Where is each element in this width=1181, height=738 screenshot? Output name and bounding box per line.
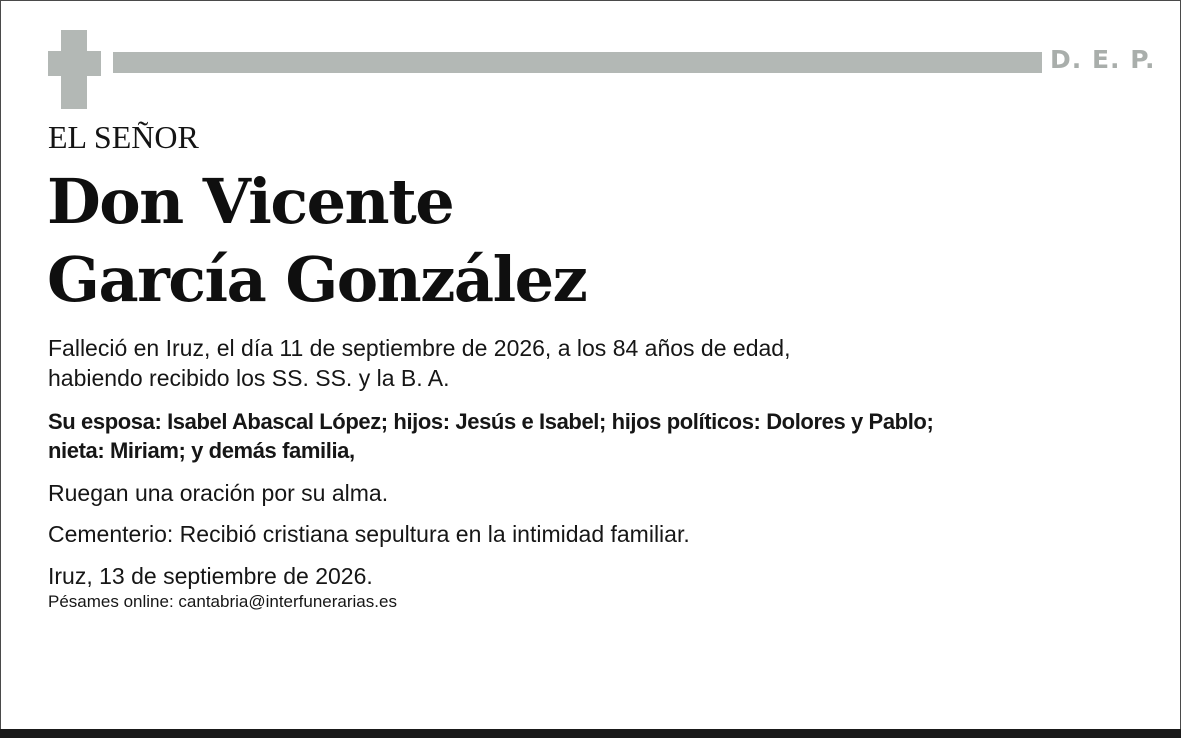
honorific-label: EL SEÑOR <box>48 119 199 155</box>
condolences-text: Pésames online: cantabria@interfunerarias.es <box>48 592 397 611</box>
place-date-text: Iruz, 13 de septiembre de 2026. <box>48 563 373 589</box>
family-line-2: nieta: Miriam; y demás familia, <box>48 438 355 463</box>
death-info-line-1: Falleció en Iruz, el día 11 de septiembre de 2026, a los 84 años de edad, <box>48 335 791 361</box>
deceased-name-line-2: García González <box>47 243 587 316</box>
death-info-line-2: habiendo recibido los SS. SS. y la B. A. <box>48 365 450 391</box>
dep-badge: D. E. P. <box>1050 45 1156 74</box>
deceased-name-line-1: Don Vicente <box>47 165 454 238</box>
family-line-1: Su esposa: Isabel Abascal López; hijos: Jesús e Isabel; hijos políticos: Dolores y Pablo; <box>48 409 934 434</box>
cemetery-text: Cementerio: Recibió cristiana sepultura en la intimidad familiar. <box>48 521 690 547</box>
prayer-text: Ruegan una oración por su alma. <box>48 480 389 506</box>
header-rule <box>113 52 1042 73</box>
cross-icon <box>48 30 101 109</box>
bottom-border-bar <box>0 729 1181 738</box>
